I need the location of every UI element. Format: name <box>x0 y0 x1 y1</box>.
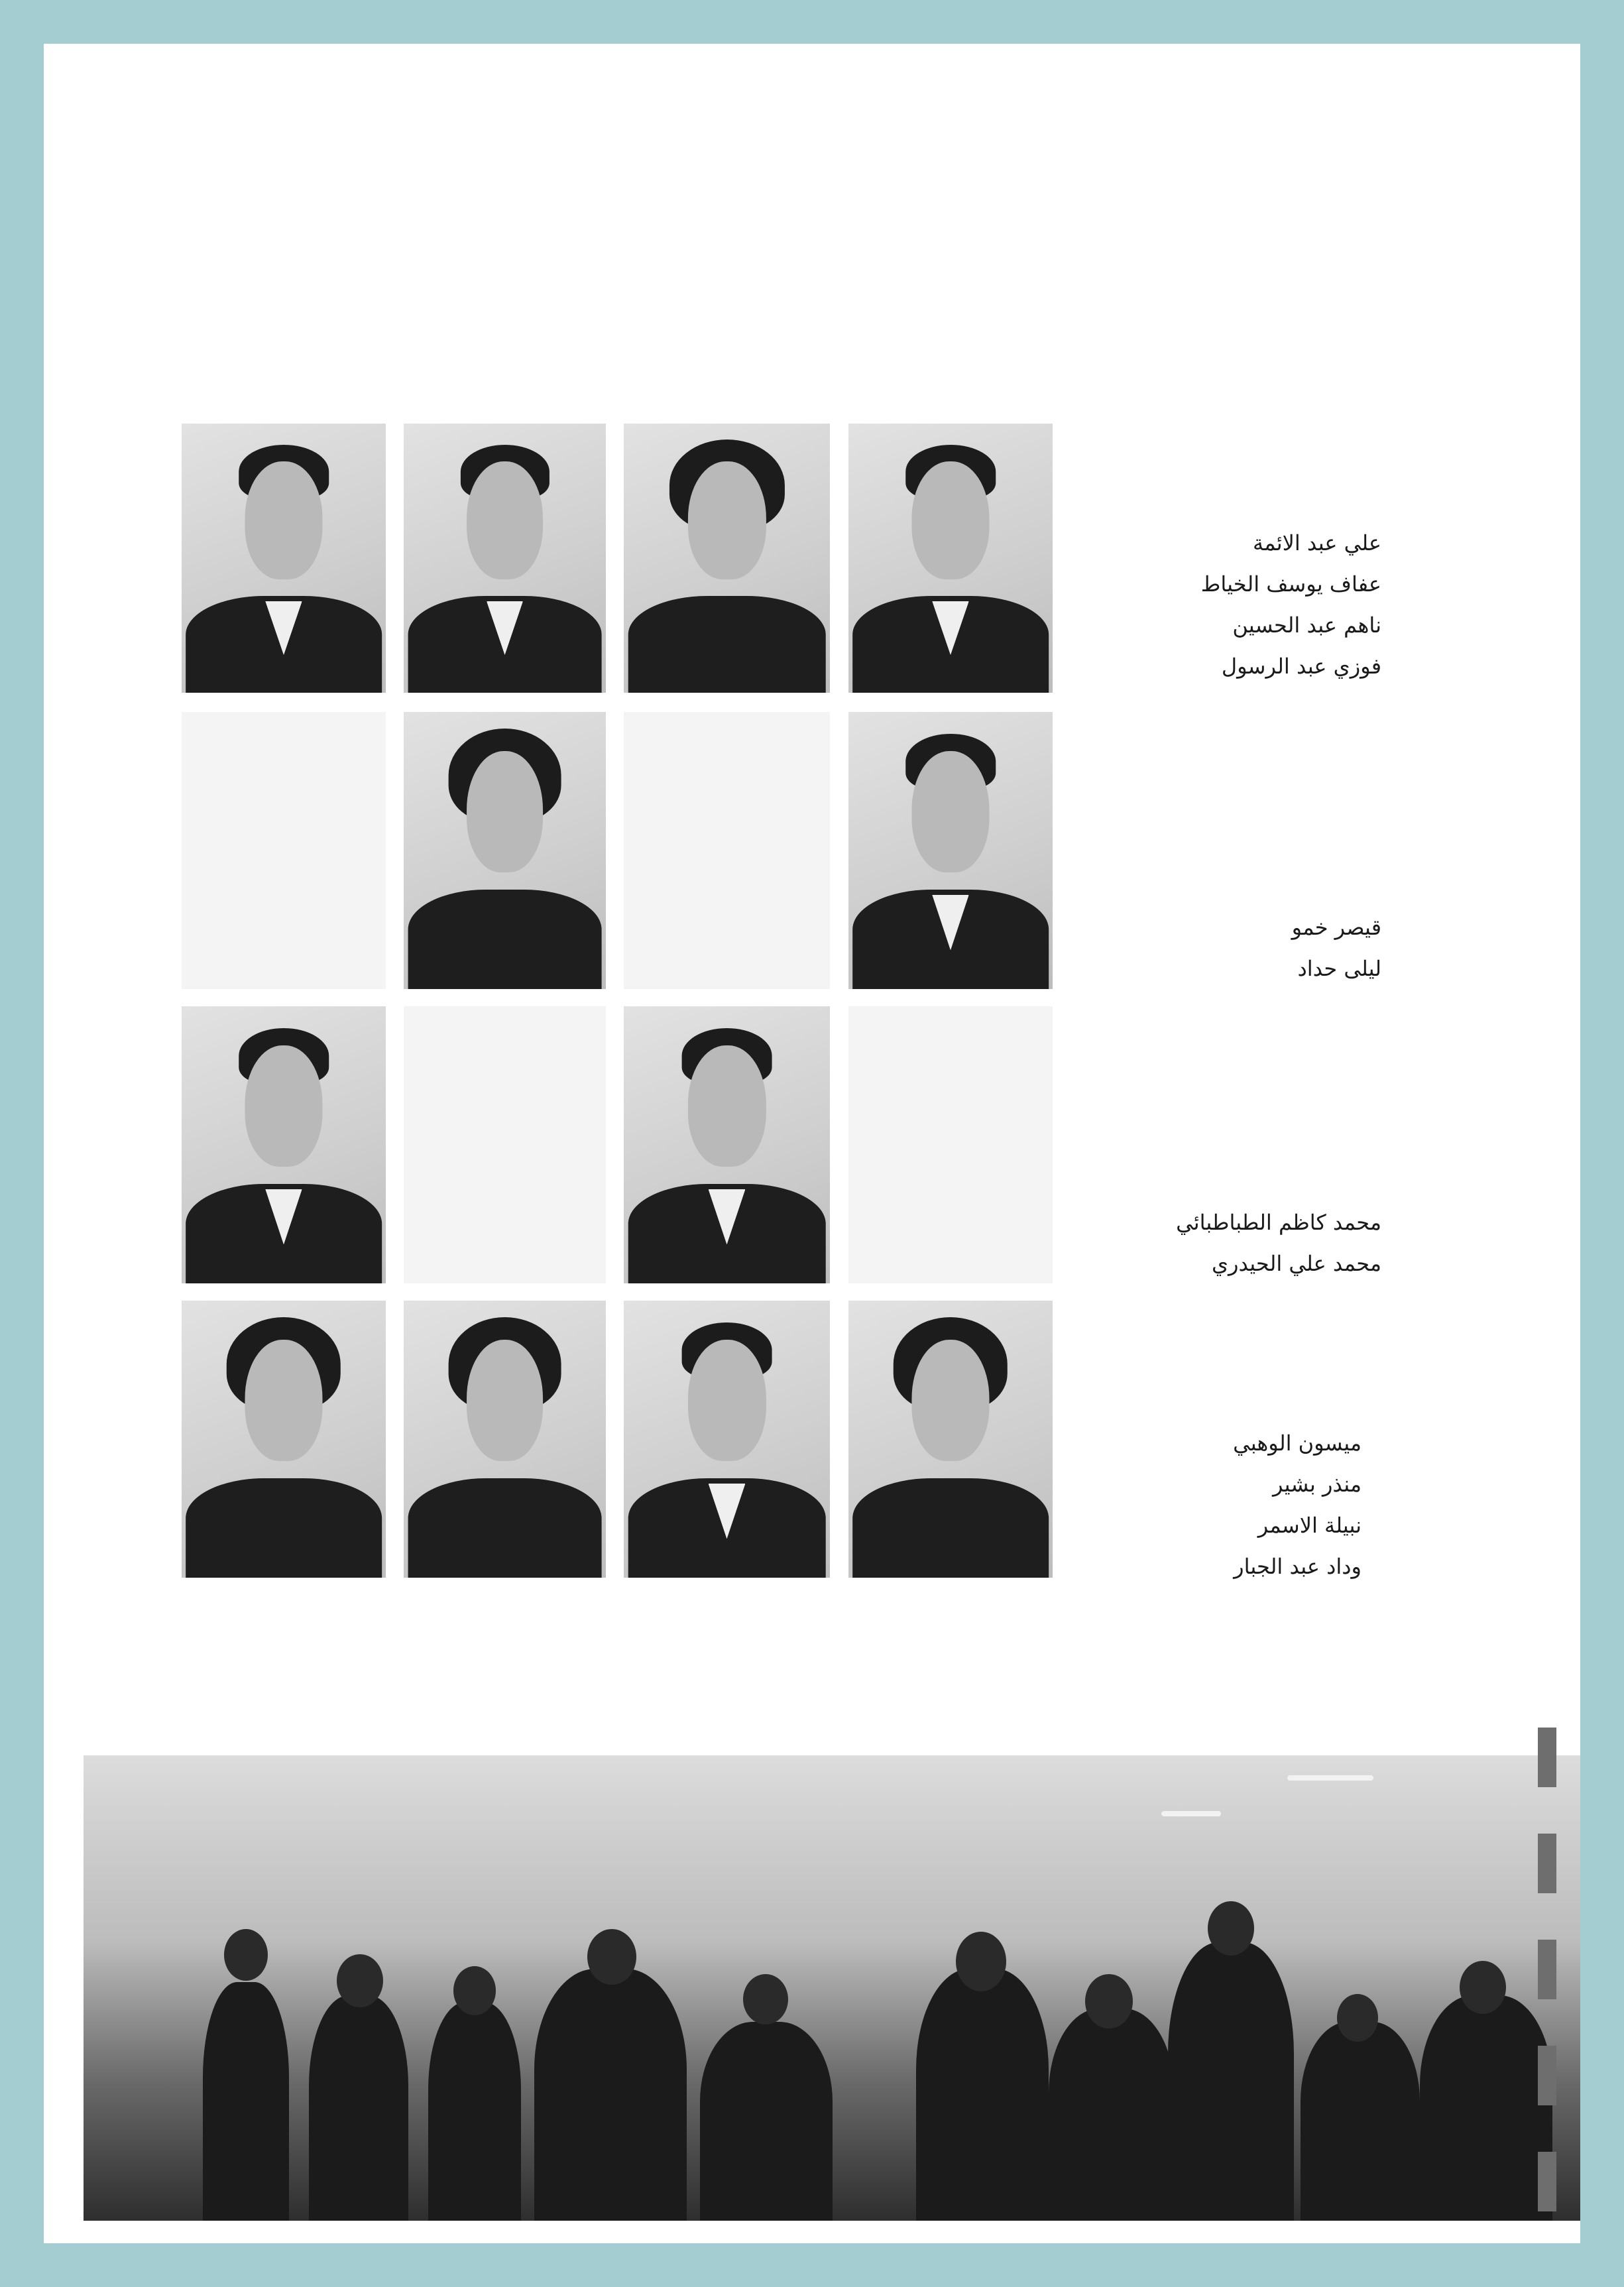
portrait-photo <box>624 1006 830 1283</box>
group-photo-audience <box>850 1755 1580 2221</box>
name-list-row-2 <box>1292 907 1381 989</box>
student-name: وداد عبد الجبار <box>1234 1554 1362 1579</box>
student-name: ليلى حداد <box>1297 956 1381 981</box>
student-name: نبيلة الاسمر <box>1257 1513 1362 1538</box>
group-photo-art-studio <box>84 1755 870 2221</box>
student-name: ميسون الوهبي <box>1233 1431 1362 1456</box>
portrait-photo <box>624 424 830 693</box>
name-list-row-1 <box>1201 522 1381 687</box>
student-name: عفاف يوسف الخياط <box>1200 571 1381 597</box>
student-name: محمد كاظم الطباطبائي <box>1176 1210 1381 1235</box>
student-name: فوزي عبد الرسول <box>1221 654 1381 679</box>
portrait-photo <box>848 424 1053 693</box>
yearbook-page <box>44 44 1580 2243</box>
name-list-row-4 <box>1233 1423 1362 1587</box>
portrait-photo-blank <box>182 712 386 989</box>
portrait-photo <box>182 1301 386 1578</box>
portrait-photo <box>182 1006 386 1283</box>
portrait-photo <box>404 1301 606 1578</box>
student-name: محمد علي الحيدري <box>1211 1251 1381 1276</box>
portrait-photo-blank <box>404 1006 606 1283</box>
name-list-row-3 <box>1176 1202 1381 1284</box>
student-name: علي عبد الائمة <box>1253 530 1381 556</box>
portrait-photo <box>624 1301 830 1578</box>
portrait-photo <box>404 424 606 693</box>
portrait-photo <box>848 1301 1053 1578</box>
portrait-photo <box>182 424 386 693</box>
student-name: قيصر خمو <box>1291 915 1381 940</box>
student-name: ناهم عبد الحسين <box>1232 613 1381 638</box>
portrait-photo <box>848 712 1053 989</box>
student-name: منذر بشير <box>1273 1472 1362 1497</box>
portrait-photo-blank <box>624 712 830 989</box>
portrait-photo-blank <box>848 1006 1053 1283</box>
portrait-photo <box>404 712 606 989</box>
page-edge-marks <box>1538 1728 1556 2218</box>
